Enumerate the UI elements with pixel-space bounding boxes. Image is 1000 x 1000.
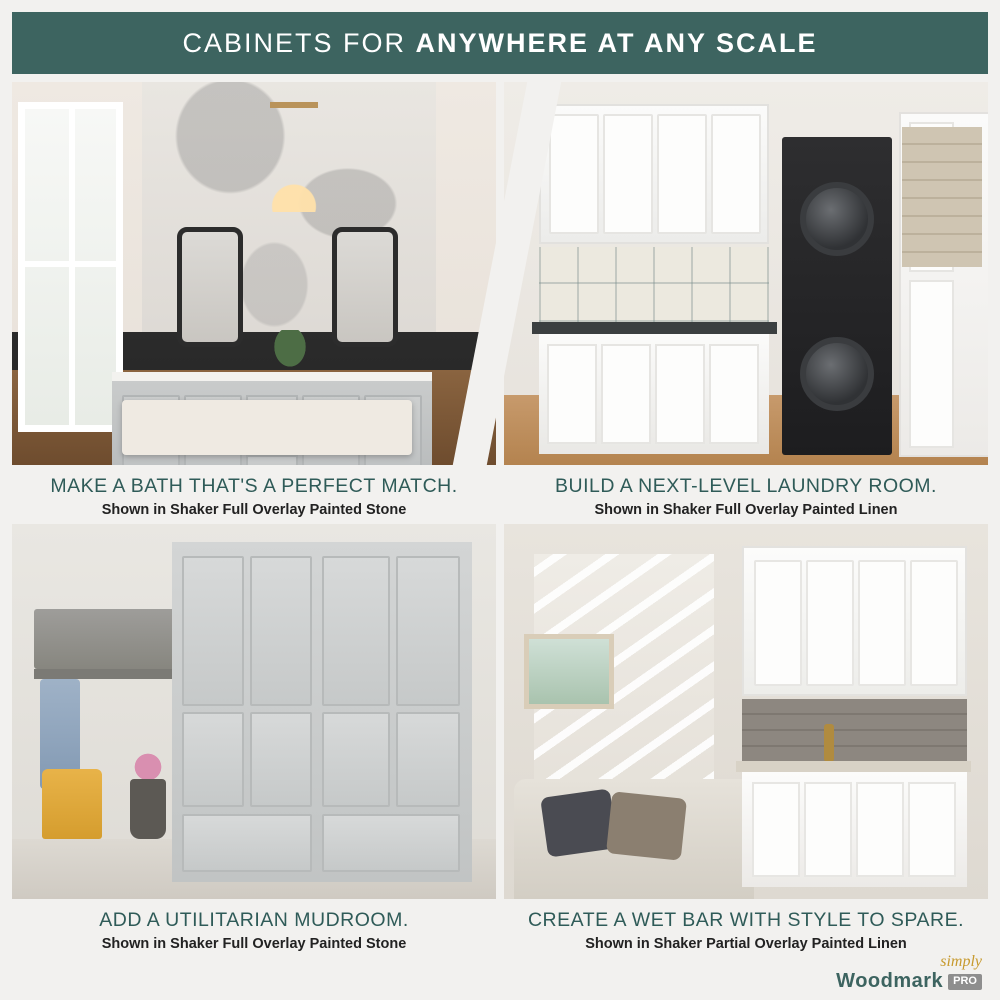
cabinet-drawer (182, 814, 312, 872)
cabinet-door (396, 712, 460, 807)
panel-mudroom[interactable] (12, 524, 496, 952)
bathroom-scene (12, 82, 496, 465)
countertop (736, 761, 971, 772)
base-cabinets (742, 772, 967, 887)
faucet-icon (824, 724, 834, 762)
cabinet-door (910, 560, 958, 686)
laundry-photo (504, 82, 988, 465)
cabinet-door (322, 712, 390, 807)
wetbar-scene (504, 524, 988, 899)
bath-rug (122, 400, 412, 455)
washer-dryer-tower (782, 137, 892, 455)
cabinet-drawer (322, 814, 460, 872)
brand-name: Woodmark (836, 970, 944, 992)
cabinet-door (856, 782, 904, 877)
wetbar-photo (504, 524, 988, 899)
pendant-light-icon (270, 102, 318, 212)
cabinet-door (601, 344, 651, 444)
cabinet-door (806, 560, 854, 686)
panel-title: MAKE A BATH THAT'S A PERFECT MATCH. (50, 475, 458, 497)
boots-icon (42, 769, 102, 839)
banner-title (182, 28, 817, 59)
upper-cabinets (539, 104, 769, 244)
banner-title-bold: ANYWHERE AT ANY SCALE (415, 27, 818, 58)
tile-backsplash (742, 699, 967, 761)
brand-pro-badge: PRO (948, 974, 982, 990)
bathroom-photo (12, 82, 496, 465)
panel-bathroom[interactable] (12, 82, 496, 518)
panel-grid (12, 82, 988, 952)
base-cabinets (539, 334, 769, 454)
cabinet-door (396, 556, 460, 706)
window (18, 102, 123, 432)
panel-subtitle: Shown in Shaker Full Overlay Painted Linen (594, 502, 898, 518)
cabinet-door (711, 114, 761, 234)
wetbar-caption (504, 899, 988, 952)
vase-icon (130, 779, 166, 839)
cabinet-door (709, 344, 759, 444)
cabinet-door (858, 560, 906, 686)
cabinet-door (804, 782, 852, 877)
cabinet-door (603, 114, 653, 234)
panel-laundry[interactable] (504, 82, 988, 518)
banner-title-light: CABINETS FOR (182, 27, 416, 58)
cabinet-door (909, 280, 954, 448)
panel-title: ADD A UTILITARIAN MUDROOM. (99, 909, 409, 931)
cabinet-door (657, 114, 707, 234)
cabinet-door (547, 344, 597, 444)
laundry-caption (504, 465, 988, 518)
cabinet-door (182, 556, 244, 706)
upper-cabinets (742, 546, 967, 696)
laundry-scene (504, 82, 988, 465)
wall-art (524, 634, 614, 709)
panel-wetbar[interactable] (504, 524, 988, 952)
panel-subtitle: Shown in Shaker Full Overlay Painted Stone (101, 502, 407, 518)
coat-hooks (34, 669, 184, 679)
mirror-right (332, 227, 398, 347)
countertop (532, 322, 777, 334)
mudroom-caption (12, 899, 496, 952)
brand-logo (836, 954, 982, 992)
tile-backsplash (539, 247, 769, 322)
mudroom-photo (12, 524, 496, 899)
panel-title: BUILD A NEXT-LEVEL LAUNDRY ROOM. (555, 475, 937, 497)
plant-icon (270, 330, 310, 372)
bathroom-caption (12, 465, 496, 518)
panel-title: CREATE A WET BAR WITH STYLE TO SPARE. (527, 909, 965, 931)
dryer-drum-icon (800, 337, 874, 411)
cabinet-door (754, 560, 802, 686)
cabinet-door (322, 556, 390, 706)
cabinet-door (250, 712, 312, 807)
mudroom-scene (12, 524, 496, 899)
brand-script: simply (940, 953, 982, 971)
panel-subtitle: Shown in Shaker Partial Overlay Painted Linen (585, 936, 907, 952)
cabinet-door (549, 114, 599, 234)
cabinet-door (182, 712, 244, 807)
hook-rack-shelf (34, 609, 184, 669)
throw-pillow (606, 791, 687, 861)
cabinet-door (655, 344, 705, 444)
cabinet-door (752, 782, 800, 877)
tall-cabinet-bank (172, 542, 472, 882)
cabinet-drawer (246, 455, 298, 465)
header-banner (12, 12, 988, 74)
cabinet-door (908, 782, 956, 877)
washer-drum-icon (800, 182, 874, 256)
panel-subtitle: Shown in Shaker Full Overlay Painted Stone (101, 936, 407, 952)
window-shade (902, 127, 982, 267)
cabinet-door (250, 556, 312, 706)
mirror-left (177, 227, 243, 347)
